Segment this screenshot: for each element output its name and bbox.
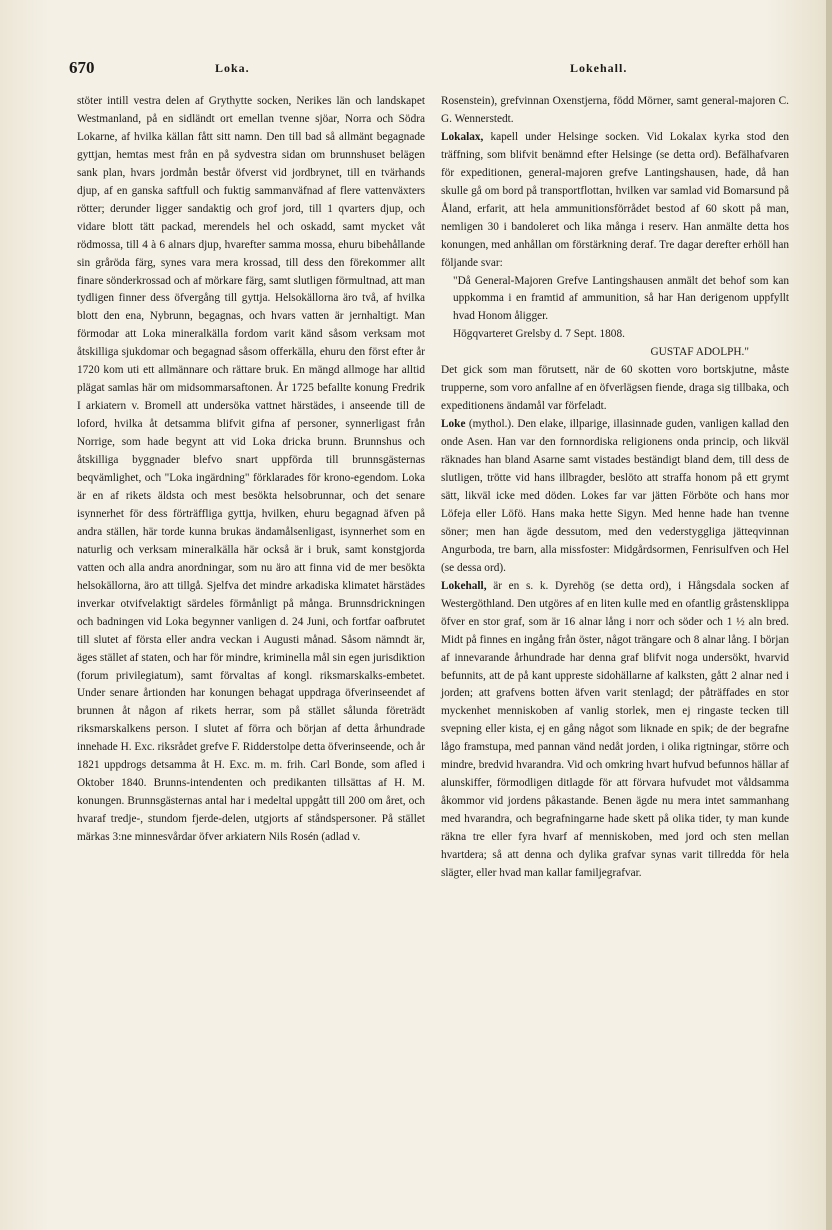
loka-continued-paragraph: stöter intill vestra delen af Grythytte socken, Nerikes län och landskapet Westmanland, på en sidländt ort emellan tvenne sjöar, Norra och Södra Lokarne, af hvilka källan fått sitt namn. Den till bad så allmänt begagnade gyttjan, hemtas mest från en på sydvestra sidan om brunnshuset belägen sank plan, hvars jordmån består öfverst vid jordbrynet, till en tvärhands djup, af en ganska saftfull och fuktig sammanväfnad af flere vattenväxters rötter; derunder ligger sandaktig och grof jord, till 1 qvarters djup, och vidare blott tätt packad, merendels hel och oskadd, samt mycket våt rödmossa, till 4 à 6 alnars djup, hvarefter samma mossa, ehuru bibehållande sin gråröda färg, synes vara mera krossad, till dess den förekommer allt finare sönderkrossad och af mörkare färg, samt slutligen förmultnad, att man tydligen finner dess öfvergång till gyttja. Helsokällorna äro två, af hvilka blott den ena, Nybrunn, begagnas, och hvars vatten är jernhaltigt. Man förmodar att Loka mineralkälla fordom varit känd såsom verksam mot åtskilliga sjukdomar och begagnad såsom offerkälla, ehuru den först efter år 1720 kom uti ett allmännare och rättare bruk. En mängd allmoge har alltid plägat samlas här om midsommarsaftonen. År 1725 befallte konung Fredrik I arkiatern v. Bromell att undersöka vattnet härstädes, i anseende till de loford, hvilka åt detsamma blifvit gifna af personer, synnerligast från Norrige, som hade begynt att vid Loka dricka brunn. Brunnshus och åtskilliga byggnader blefvo snart uppförda till brunnsgästernas beqvämlighet, och "Loka ingärdning" förklarades för krono-egendom. Loka är en af rikets äldsta och mest besökta helsobrunnar, och det senare isynnerhet för dess förträffliga gyttja, hvilken, ehuru begagnad äfven på andra ställen, här torde kunna brukas ändamålsenligast, isynnerhet som en naturlig och verksam mineralkälla här också är i bruk, samt konstgjorda vatten och alla andra anordningar, som nu äro att finna vid de mer besökta helsokällorna, äro att tillgå. Sjelfva det mindre arkadiska klimatet härstädes inverkar otvifvelaktigt särdeles förmånligt på många. Brunnsdrickningen och badningen vid Loka begynner vanligen d. 24 Juni, och fortfar oafbrutet till slutet af första eller andra veckan i Augusti månad. Såsom nämndt är, äges stället af staten, och har för mindre, kriminella mål sin egen jurisdiktion (forum privilegiatum), samt förvaltas af kongl. riksmarskalks-embetet. Under senare årtionden har konungen behagat uppdraga öfverinseendet af brunnen åt någon af rikets herrar, som på stället sålunda företrädt riksmarskalkens person. I slutet af förra och början af detta århundrade innehade H. Exc. riksrådet grefve F. Ridderstolpe detta öfverinseende, och år 1821 uppdrogs detsamma åt H. Exc. m. m. frih. Carl Bonde, som afled i Oktober 1840. Brunns-intendenten och predikanten tillsättas af H. M. konungen. Brunnsgästernas antal har i medeltal uppgått till 200 om året, och hvaraf tredje-, stundom fjerde-delen, utgjorts af ståndspersoner. På stället märkas 3:ne minnesvårdar öfver arkiatern Nils Rosén (adlad v. xyxy=(77,95,425,844)
royal-letter-signature: GUSTAF ADOLPH." xyxy=(650,346,749,359)
royal-letter-dateline: Högqvarteret Grelsby d. 7 Sept. 1808. xyxy=(453,328,625,341)
running-head-right: Lokehall. xyxy=(570,61,628,75)
page-number: 670 xyxy=(69,58,95,77)
entry-body-lokehall: är en s. k. Dyrehög (se detta ord), i Hångsdala socken af Westergöthland. Den utgöres af en liten kulle med en ofantlig gråstensklippa öfver en stor graf, som är 16 alnar lång i norr och söder och 1 ½ aln bred. Midt på finnes en ingång från öster, något trängare och 8 alnar lång. I början af innevarande århundrade har denna graf blifvit noga undersökt, hvarvid befunnits, att de på kant uppreste sidohällarne af kalksten, gått 2 alnar ned i jorden; att grafvens botten äfven varit stenlagd; der påträffades en stor myckenhet menniskoben af vanlig storlek, men ej ringaste tecken till svepning eller kista, ej en gång något som liknade en spik; de der begrafne lågo framstupa, med pannan vänd nedåt jorden, i olika rigtningar, större och mindre, bredvid hvarandra. Vid och omkring hvart hufvud befunnos hällar af alunskiffer, förmodligen ditlagde för att förvara hufvudet mot våldsamma åkommor vid jordens påkastande. Benen ägde nu mera intet sammanhang med hvarandra, och begrafningarne hade skett på olika tider, ty man kunde räkna tre eller fyra hvarf af menniskoben, med jord och sten mellan hvartdera; så att denna och dylika grafvar synas varit tillredda för hela slägter, eller hvad man kallar familjegrafvar. xyxy=(441,579,789,879)
lokalax-conclusion: Det gick som man förutsett, när de 60 skotten voro bortskjutne, måste trupperne, som voro anfallne af en öfverlägsen fiende, draga sig tillbaka, och expeditionens ändamål var förfeladt. xyxy=(441,364,789,413)
entry-head-lokalax: Lokalax, xyxy=(441,130,484,143)
left-column xyxy=(77,93,425,847)
entry-lokehall xyxy=(441,578,789,883)
entry-lokalax xyxy=(441,129,789,273)
page-header xyxy=(0,58,832,84)
right-column xyxy=(441,93,789,883)
entry-head-loke: Loke xyxy=(441,418,466,431)
page-edge xyxy=(826,0,832,1230)
entry-loke xyxy=(441,416,789,578)
entry-body-lokalax: kapell under Helsinge socken. Vid Lokalax kyrka stod den träffning, som blifvit benämnd efter Helsinge (se detta ord). Befälhafvaren för expeditionen, general-majoren grefve Lantingshausen, hade, då han skulle gå om bord på transportflottan, hvilken var samlad vid Bomarsund på Åland, erfarit, att hela ammunitionsförrådet bestod af 60 skott på man, nemligen 30 i bandoleret och lika många i reserv. Han anmälte detta hos konungen, med anhållan om förstärkning deraf. Tre dagar derefter erhöll han följande svar: xyxy=(441,130,789,269)
loka-end-paragraph: Rosenstein), grefvinnan Oxenstjerna, född Mörner, samt general-majoren C. G. Wennerstedt. xyxy=(441,95,789,125)
entry-head-lokehall: Lokehall, xyxy=(441,579,487,592)
royal-letter-quote: "Då General-Majoren Grefve Lantingshausen anmält det behof som kan uppkomma i en framtid af ammunition, så har Han derigenom uppfyllt hvad Honom åligger. xyxy=(453,274,789,323)
entry-body-loke: (mythol.). Den elake, illparige, illasinnade guden, vanligen kallad den onde Asen. Han var den fornnordiska religionens onda princip, och likväl räknades han bland Asarne samt vistades beständigt bland dem, till dess de slutligen, trötte vid hans illbragder, beslöto att straffa honom på ett grymt sätt, likväl icke med döden. Lokes far var jätten Förböte och hans mor Löfeja eller Löfö. Hans maka hette Sigyn. Med henne hade han tvenne söner; men han ägde dessutom, med den vederstyggliga jätteqvinnan Angurboda, tre barn, alla missfoster: Midgårdsormen, Fenrisulfven och Hel (se dessa ord). xyxy=(441,418,789,574)
running-head-left: Loka. xyxy=(215,61,250,75)
